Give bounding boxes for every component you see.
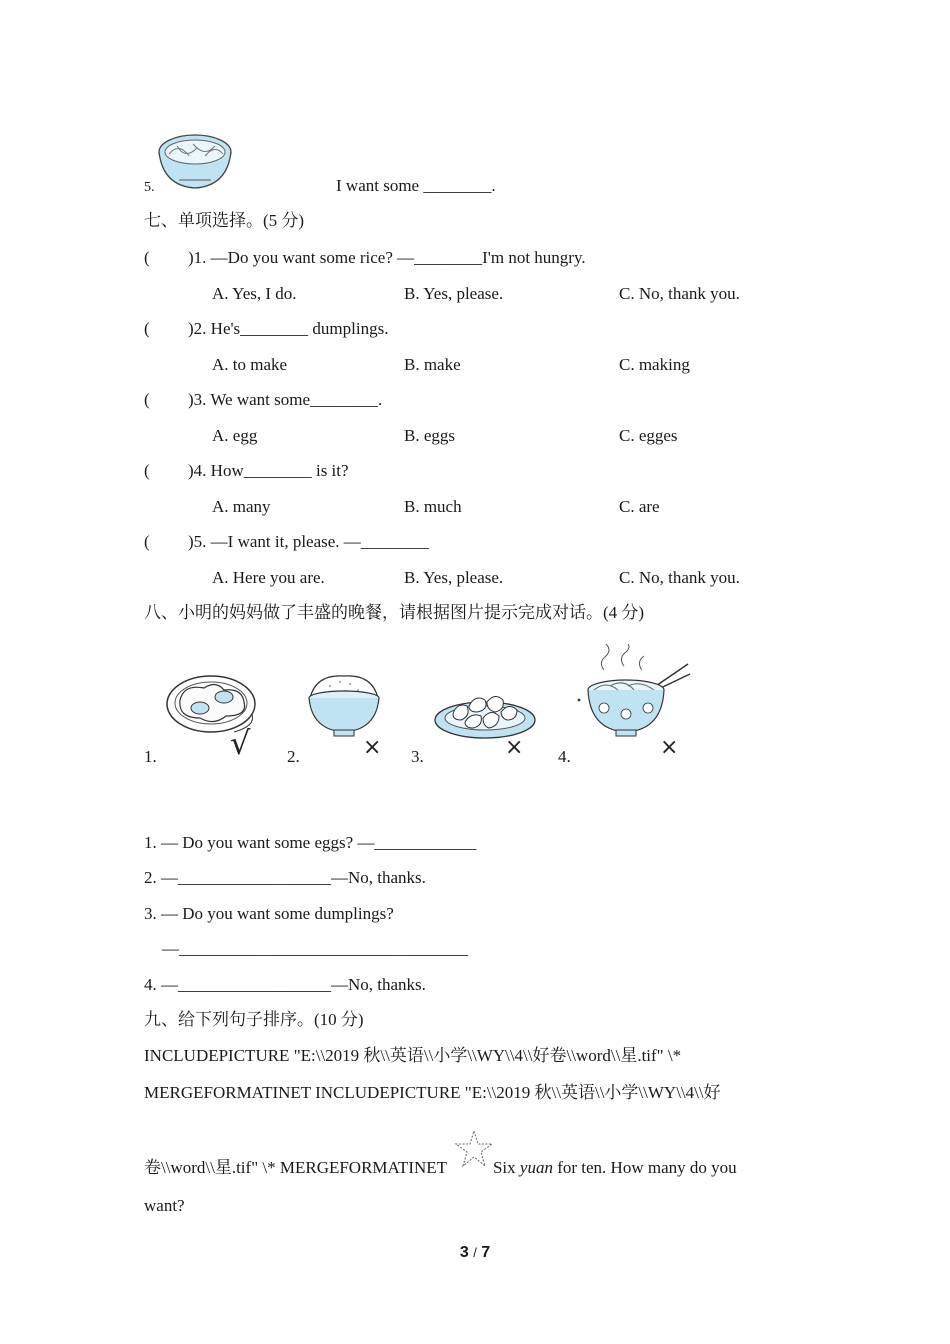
field-code-line-1: INCLUDEPICTURE "E:\\2019 秋\\英语\\小学\\WY\\4\\好卷\\word\\星.tif" \* <box>144 1046 682 1065</box>
item5-sentence: I want some ________. <box>336 176 496 195</box>
q2-option-c: C. making <box>619 355 690 374</box>
noodles-bowl-icon <box>576 644 692 740</box>
section8-title: 八、小明的妈妈做了丰盛的晚餐，请根据图片提示完成对话。(4 分) <box>144 603 645 622</box>
sentence-part-2: for ten. How many do you <box>552 1158 737 1177</box>
q5-stem: )5. —I want it, please. —________ <box>188 532 429 551</box>
cross-mark: × <box>660 735 679 760</box>
q4-paren: ( <box>144 461 150 480</box>
q3-option-c: C. egges <box>619 426 678 445</box>
dialogue-line-1: 1. — Do you want some eggs? —____________ <box>144 833 477 852</box>
page-number <box>0 1244 950 1262</box>
section9-title: 九、给下列句子排序。(10 分) <box>144 1010 364 1029</box>
sentence-continuation: want? <box>144 1196 185 1215</box>
q1-paren: ( <box>144 248 150 267</box>
field-code-line-3 <box>144 1151 737 1179</box>
q2-option-a: A. to make <box>212 355 288 374</box>
check-mark: √ <box>230 724 251 762</box>
q2-paren: ( <box>144 319 150 338</box>
field-code-text: 卷\\word\\星.tif" \* MERGEFORMATINET <box>144 1158 447 1177</box>
pic4-number: 4. <box>558 747 571 766</box>
rice-bowl-icon <box>306 672 382 738</box>
q5-option-b: B. Yes, please. <box>404 568 504 587</box>
dumplings-plate-icon <box>433 684 537 740</box>
q3-option-b: B. eggs <box>404 426 455 445</box>
page-separator: / <box>473 1245 477 1260</box>
page-current: 3 <box>459 1244 469 1261</box>
dialogue-line-3: 3. — Do you want some dumplings? <box>144 904 394 923</box>
cross-mark: × <box>505 735 524 760</box>
pic3-number: 3. <box>411 747 424 766</box>
q1-option-b: B. Yes, please. <box>404 284 504 303</box>
dialogue-line-4: 4. —__________________—No, thanks. <box>144 975 426 994</box>
dialogue-line-3-answer: —__________________________________ <box>162 939 468 958</box>
q3-stem: )3. We want some________. <box>188 390 383 409</box>
q4-option-b: B. much <box>404 497 462 516</box>
sentence-part-1: Six <box>492 1158 520 1177</box>
q1-stem: )1. —Do you want some rice? —________I'm not hungry. <box>188 248 586 267</box>
q5-paren: ( <box>144 532 150 551</box>
pic1-number: 1. <box>144 747 157 766</box>
q3-paren: ( <box>144 390 150 409</box>
q2-option-b: B. make <box>404 355 461 374</box>
sentence-italic-yuan: yuan <box>519 1158 553 1177</box>
q3-option-a: A. egg <box>212 426 258 445</box>
cross-mark: × <box>363 735 382 760</box>
page-total: 7 <box>481 1244 491 1261</box>
q1-option-c: C. No, thank you. <box>619 284 740 303</box>
dialogue-line-2: 2. —__________________—No, thanks. <box>144 868 426 887</box>
q4-option-a: A. many <box>212 497 271 516</box>
noodles-bowl-icon <box>157 130 233 192</box>
star-icon <box>451 1151 493 1173</box>
pic2-number: 2. <box>287 747 300 766</box>
field-code-line-2: MERGEFORMATINET INCLUDEPICTURE "E:\\2019 秋\\英语\\小学\\WY\\4\\好 <box>144 1083 721 1102</box>
q4-stem: )4. How________ is it? <box>188 461 349 480</box>
q4-option-c: C. are <box>619 497 660 516</box>
item5-number: 5. <box>144 180 155 195</box>
q5-option-c: C. No, thank you. <box>619 568 740 587</box>
q5-option-a: A. Here you are. <box>212 568 325 587</box>
q2-stem: )2. He's________ dumplings. <box>188 319 389 338</box>
q1-option-a: A. Yes, I do. <box>212 284 297 303</box>
section7-title: 七、单项选择。(5 分) <box>144 211 305 230</box>
